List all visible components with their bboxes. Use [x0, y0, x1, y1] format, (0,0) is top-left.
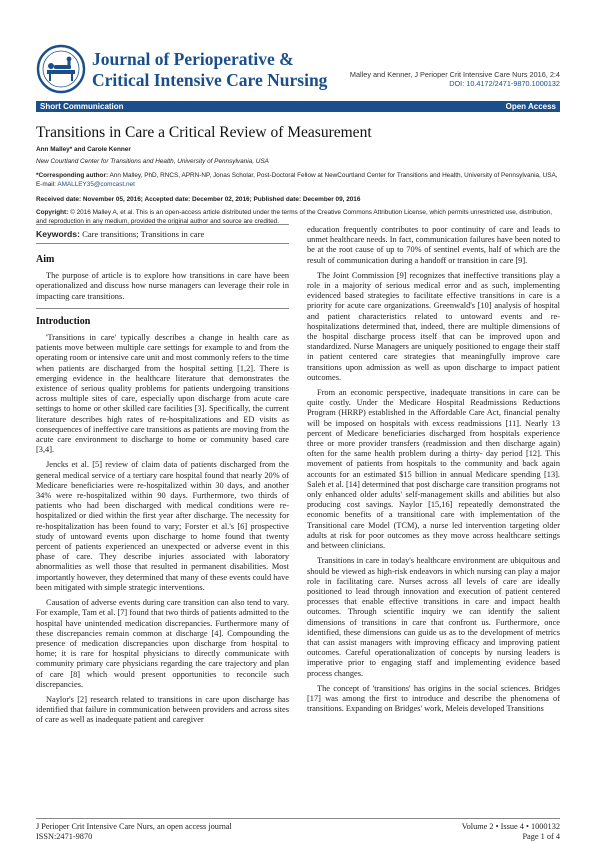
- article-dates: Received date: November 05, 2016; Accepted date: December 02, 2016; Published date: December 09, 2016: [36, 196, 361, 203]
- corresponding-label: *Corresponding author:: [36, 172, 109, 179]
- journal-title[interactable]: [92, 49, 362, 91]
- paragraph: education frequently contributes to poor continuity of care and leads to unmet healthcare needs. In fact, communication failures have been noted to be at the root cause of up to 70% of sentinel events, half of which are the result of communication during a handoff or transition in care [9].: [307, 225, 560, 265]
- aim-paragraph: The purpose of article is to explore how transitions in care have been operationalized and discuss how nurse managers can leverage their role in impacting care transitions.: [36, 271, 289, 301]
- divider: [36, 308, 289, 309]
- journal-logo-icon: [36, 44, 86, 94]
- paragraph: Naylor's [2] research related to transitions in care upon discharge has identified that failure in communication between providers and across sites of care as well as inadequate patient and caregiver: [36, 694, 289, 725]
- corresponding-author: [36, 172, 560, 189]
- keywords-text: Care transitions; Transitions in care: [79, 229, 205, 239]
- paragraph: Causation of adverse events during care transition can also tend to vary. For example, Tam et al. [7] found that two thirds of patients admitted to the hospital have unintended medication discrepancies. Furthermore many of these discrepancies remain common at discharge [4]. Compounding the presence of medication discrepancies upon discharge from hospital to home; it is rare for hospital physicians to directly communicate with community primary care physicians regarding the care trajectory and plan of care [8] which would present opportunities to reconcile such discrepancies.: [36, 598, 289, 689]
- aim-heading: Aim: [36, 254, 55, 265]
- divider: [36, 243, 289, 244]
- left-column: [36, 255, 289, 731]
- keywords-label: Keywords:: [36, 229, 80, 239]
- paragraph: 'Transitions in care' typically describes a change in health care as patients move between multiple care settings for example to and from the operating room or intensive care unit and most commonly refers to the time when patients are discharged from the hospital setting [1,2]. There is emerging evidence in the healthcare literature that demonstrates the existence of serious quality problems for patients undergoing transitions across multiple sites of care, especially upon discharge from acute care settings to home or other skilled care facilities [3]. Specifically, the current literature describes high rates of re-hospitalizations and ED visits as consequences of ineffective care transitions as patients are moving from the acute care environment to discharge to home or community based care [3,4].: [36, 333, 289, 455]
- affiliation: New Courtland Center for Transitions and Health, University of Pennsylvania, USA: [36, 158, 269, 165]
- journal-title-line1: Journal of Perioperative &: [92, 49, 294, 69]
- introduction-heading: Introduction: [36, 315, 91, 327]
- open-access-label: Open Access: [505, 102, 556, 111]
- footer-journal-info: [36, 822, 232, 842]
- authors: Ann Malley* and Carole Kenner: [36, 146, 131, 153]
- article-type-label: Short Communication: [40, 102, 124, 111]
- email-link[interactable]: AMALLEY35@comcast.net: [57, 180, 135, 188]
- corresponding-text: Ann Malley, PhD, RNCS, APRN-NP, Jonas Scholar, Post-Doctoral Fellow at NewCourtland Center for Transitions and Health, University of Pennsylvania, USA, E-mail:: [36, 172, 558, 188]
- footer-page: Page 1 of 4: [522, 832, 560, 841]
- article-type-band: [36, 101, 560, 112]
- citation-block: [340, 70, 560, 88]
- paragraph: The concept of 'transitions' has origins in the social sciences. Bridges [17] was among the first to introduce and describe the phenomena of transitions. Expanding on Bridges' work, Meleis developed Transitions: [307, 683, 560, 714]
- copyright-label: Copyright:: [36, 209, 69, 216]
- doi-link[interactable]: DOI: 10.4172/2471-9870.1000132: [449, 79, 560, 88]
- paragraph: From an economic perspective, inadequate transitions in care can be quite costly. Under the Medicare Hospital Readmissions Reductions Program (HRRP) established in the Affordable Care Act, financial penalty will be imposed on hospitals with excess readmissions [11]. Nearly 13 percent of Medicare beneficiaries discharged from hospitals experience three or more provider transfers (readmission and then discharge again) often for the same health problem during a thirty- day period [12]. This movement of patients from hospitals to the community and back again accounts for an estimated $15 billion in annual Medicare spending [13]. Saleh et al. [14] determined that post discharge care transition programs not only enhanced older adults' self-management skills and abilities but also producing cost savings. Naylor [15,16] repeatedly demonstrated the economic benefits of a transitional care with implementation of the Transitional care Model (TCM), a nurse led intervention targeting older adults at risk for poor outcomes as they move across healthcare settings and between clinicians.: [307, 388, 560, 551]
- article-title: Transitions in Care a Critical Review of Measurement: [36, 124, 372, 141]
- citation-text: Malley and Kenner, J Perioper Crit Intensive Care Nurs 2016, 2:4: [349, 70, 560, 79]
- footer-issn: ISSN:2471-9870: [36, 832, 93, 841]
- footer-volume-info: [462, 822, 560, 842]
- keywords: [36, 229, 296, 240]
- journal-title-line2: Critical Intensive Care Nursing: [92, 70, 328, 90]
- paragraph: Transitions in care in today's healthcare environment are ubiquitous and should be viewed as high-risk endeavors in which nursing can play a major role in facilitating care. Nurses across all levels of care are ideally positioned to lead through innovation and execution of patient centered processes that enable effective transitions in care and impact health outcomes. Through scientific inquiry we can identify the salient dimensions of transitions in care that confront us. Furthermore, once identified, these dimensions can guide us as to the development of metrics that can assist managers with improving efficacy and improving patient outcomes. Careful operationalization of concepts by nursing leaders is imperative prior to engaging staff and implementing evidence based process changes.: [307, 556, 560, 678]
- footer-divider: [36, 818, 560, 819]
- paragraph: Jencks et al. [5] review of claim data of patients discharged from the general medical service of a tertiary care hospital found that nearly 20% of Medicare beneficiaries were re-hospitalized within 30 days, and another 34% were re-hospitalized within 90 days. Furthermore, two thirds of patients who had been discharged with medical conditions were re-hospitalized or died within the first year after discharge. The necessity for re-hospitalization has been found to vary; Forster et al.'s [6] prospective study of untoward events upon discharge to home found that twenty percent of patients experienced an unexpected or adverse event in this phase of care. They describe injuries associated with laboratory abnormalities as well those that resulted in permanent disabilities. Most importantly however, they determined that many of these events could have been mitigated with simple strategic interventions.: [36, 460, 289, 592]
- paragraph: The Joint Commission [9] recognizes that ineffective transitions play a role in a majority of serious medical error and as such, implementing evidenced based strategies to facilitate effective transitions in care is a priority for acute care organizations. Greenwald's [10] analysis of hospital and patient characteristics related to untoward events and re-hospitalizations determined that, indeed, there are multiple dimensions of the hospital discharge process itself that can be improved upon and standardized. Nurse Managers are uniquely positioned to engage their staff in patient centered care strategies that meaningfully improve care transitions upon admission as well as upon discharge to impact patient outcomes.: [307, 270, 560, 382]
- divider: [36, 224, 289, 225]
- copyright-text: © 2016 Malley A, et al. This is an open-access article distributed under the terms of the Creative Commons Attribution License, which permits unrestricted use, distribution, and reproduction in any medium, provided the original author and source are credited.: [36, 209, 553, 225]
- footer-journal-name: J Perioper Crit Intensive Care Nurs, an open access journal: [36, 822, 232, 831]
- right-column: [307, 225, 560, 719]
- footer-volume: Volume 2 • Issue 4 • 1000132: [461, 822, 560, 831]
